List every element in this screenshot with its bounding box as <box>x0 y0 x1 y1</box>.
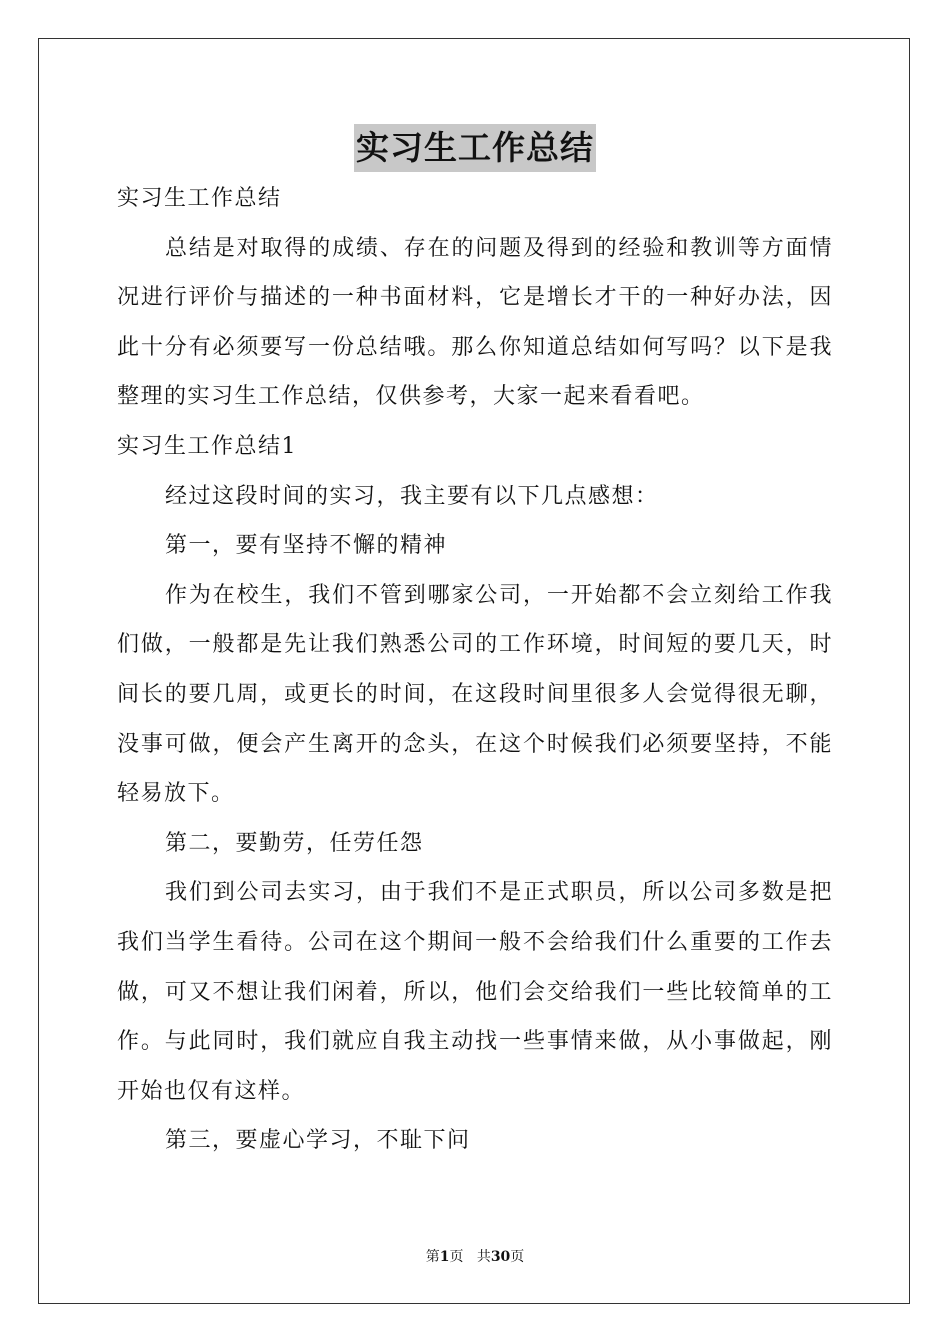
footer-page-suffix: 页 <box>449 1249 464 1265</box>
footer-total-prefix: 共 <box>476 1249 491 1265</box>
page-footer <box>0 1247 950 1267</box>
text-line: 经过这段时间的实习，我主要有以下几点感想： <box>165 483 659 509</box>
text-line: 整理的实习生工作总结，仅供参考，大家一起来看看吧。 <box>117 384 705 410</box>
title-container <box>0 124 950 172</box>
footer-page-prefix: 第 <box>425 1249 440 1265</box>
text-line: 况进行评价与描述的一种书面材料，它是增长才干的一种好办法，因 <box>117 285 833 311</box>
text-line: 总结是对取得的成绩、存在的问题及得到的经验和教训等方面情 <box>165 235 833 261</box>
text-line: 没事可做，便会产生离开的念头，在这个时候我们必须要坚持，不能 <box>117 731 833 757</box>
text-line: 我们当学生看待。公司在这个期间一般不会给我们什么重要的工作去 <box>117 929 833 955</box>
text-line: 第一，要有坚持不懈的精神 <box>165 533 448 559</box>
text-line: 开始也仅有这样。 <box>117 1078 306 1104</box>
text-line: 第三，要虚心学习，不耻下问 <box>165 1128 471 1154</box>
text-line: 轻易放下。 <box>117 781 235 807</box>
footer-total-suffix: 页 <box>510 1249 525 1265</box>
text-line: 们做，一般都是先让我们熟悉公司的工作环境，时间短的要几天，时 <box>117 632 833 658</box>
text-line: 实习生工作总结 <box>117 186 282 211</box>
text-line: 我们到公司去实习，由于我们不是正式职员，所以公司多数是把 <box>165 880 833 906</box>
text-line: 第二，要勤劳，任劳任怨 <box>165 830 424 856</box>
text-line: 此十分有必须要写一份总结哦。那么你知道总结如何写吗？以下是我 <box>117 334 833 360</box>
text-line: 做，可又不想让我们闲着，所以，他们会交给我们一些比较简单的工 <box>117 979 833 1005</box>
text-line: 实习生工作总结1 <box>117 433 297 459</box>
footer-total-pages: 30 <box>490 1249 511 1265</box>
text-line: 作为在校生，我们不管到哪家公司，一开始都不会立刻给工作我 <box>165 582 833 608</box>
document-title: 实习生工作总结 <box>354 124 596 172</box>
document-body <box>117 174 833 1166</box>
text-line: 间长的要几周，或更长的时间，在这段时间里很多人会觉得很无聊， <box>117 681 833 707</box>
text-line: 作。与此同时，我们就应自我主动找一些事情来做，从小事做起，刚 <box>117 1029 833 1055</box>
footer-page-number: 1 <box>439 1249 450 1265</box>
